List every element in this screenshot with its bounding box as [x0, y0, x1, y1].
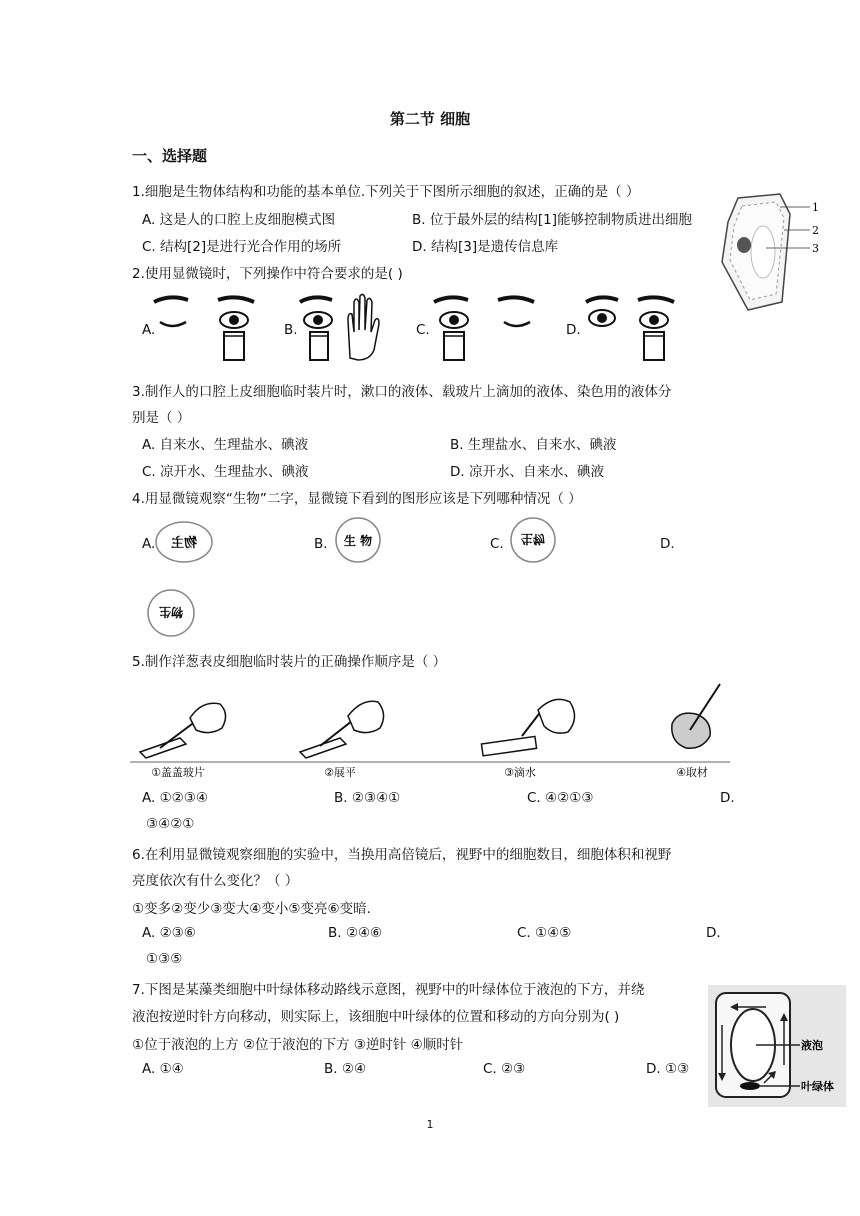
q5-steps-figure: [130, 680, 730, 780]
q7-stem-line1: 7.下图是某藻类细胞中叶绿体移动路线示意图，视野中的叶绿体位于液泡的下方，并绕: [132, 982, 645, 998]
algae-label-vacuole: 液泡: [801, 1039, 823, 1052]
q1-option-c[interactable]: C. 结构[2]是进行光合作用的场所: [142, 239, 342, 255]
cell-label-3: 3: [812, 242, 819, 255]
q3-option-b[interactable]: B. 生理盐水、自来水、碘液: [450, 437, 617, 453]
q5-caption-2: ②展平: [324, 766, 356, 779]
q6-option-b[interactable]: B. ②④⑥: [328, 925, 383, 941]
section-heading: 一、选择题: [132, 147, 208, 165]
q5-caption-3: ③滴水: [504, 766, 536, 779]
q5-stem: 5.制作洋葱表皮细胞临时装片的正确操作顺序是（ ）: [132, 654, 447, 670]
q4-stem: 4.用显微镜观察“生物”二字，显微镜下看到的图形应该是下列哪种情况（ ）: [132, 491, 582, 507]
plant-cell-figure: [718, 190, 828, 315]
q7-option-a[interactable]: A. ①④: [142, 1061, 184, 1077]
q3-stem-line2: 别是（ ）: [132, 410, 191, 426]
q7-stem-line2: 液泡按逆时针方向移动，则实际上，该细胞中叶绿体的位置和移动的方向分别为( ): [132, 1009, 620, 1025]
q4-option-b[interactable]: B.: [314, 536, 328, 552]
q2-option-a[interactable]: A.: [142, 322, 156, 338]
q5-caption-4: ④取材: [676, 766, 708, 779]
q5-option-a[interactable]: A. ①②③④: [142, 790, 208, 806]
q1-stem: 1.细胞是生物体结构和功能的基本单位.下列关于下图所示细胞的叙述，正确的是（ ）: [132, 184, 640, 200]
q6-option-c[interactable]: C. ①④⑤: [517, 925, 572, 941]
algae-label-chloroplast: 叶绿体: [801, 1080, 834, 1093]
q4-a-view-figure: [154, 520, 214, 564]
page-title: 第二节 细胞: [389, 110, 471, 128]
q2-b-eyes-hand-figure: [296, 292, 396, 364]
page-number: 1: [426, 1118, 434, 1131]
q6-option-d-value: ①③⑤: [146, 951, 183, 967]
q3-stem-line1: 3.制作人的口腔上皮细胞临时装片时，漱口的液体、载玻片上滴加的液体、染色用的液体分: [132, 384, 672, 400]
q2-a-eyes-figure: [152, 292, 262, 364]
q5-option-b[interactable]: B. ②③④①: [334, 790, 401, 806]
q3-option-d[interactable]: D. 凉开水、自来水、碘液: [450, 464, 604, 480]
q4-a-text: 物主: [170, 536, 198, 551]
q7-option-b[interactable]: B. ②④: [324, 1061, 367, 1077]
q1-option-d[interactable]: D. 结构[3]是遗传信息库: [412, 239, 559, 255]
q7-option-d[interactable]: D. ①③: [646, 1061, 690, 1077]
cell-label-1: 1: [812, 201, 819, 214]
q6-option-a[interactable]: A. ②③⑥: [142, 925, 196, 941]
q4-c-text: 生物: [520, 532, 546, 546]
q6-stem-line1: 6.在利用显微镜观察细胞的实验中，当换用高倍镜后，视野中的细胞数目，细胞体积和视野: [132, 847, 672, 863]
q5-caption-1: ①盖盖玻片: [151, 766, 205, 779]
q4-b-text: 生 物: [343, 534, 373, 548]
q2-option-b[interactable]: B.: [284, 322, 298, 338]
q2-d-eyes-figure: [582, 292, 692, 364]
q4-d-view-figure: [144, 588, 198, 638]
q4-c-view-figure: [508, 516, 558, 564]
q2-stem: 2.使用显微镜时，下列操作中符合要求的是( ): [132, 266, 403, 282]
q4-option-d[interactable]: D.: [660, 536, 675, 552]
q6-option-d[interactable]: D.: [706, 925, 721, 941]
q2-option-c[interactable]: C.: [416, 322, 430, 338]
q4-option-a[interactable]: A.: [142, 536, 156, 552]
q1-option-a[interactable]: A. 这是人的口腔上皮细胞模式图: [142, 212, 336, 228]
q2-option-d[interactable]: D.: [566, 322, 581, 338]
q1-option-b[interactable]: B. 位于最外层的结构[1]能够控制物质进出细胞: [412, 212, 692, 228]
q6-list: ①变多②变少③变大④变小⑤变亮⑥变暗.: [132, 901, 371, 917]
q6-stem-line2: 亮度依次有什么变化？（ ）: [132, 873, 299, 889]
q5-option-d-value: ③④②①: [146, 816, 195, 832]
cell-label-2: 2: [812, 224, 819, 237]
q5-option-c[interactable]: C. ④②①③: [527, 790, 594, 806]
q4-option-c[interactable]: C.: [490, 536, 504, 552]
q3-option-a[interactable]: A. 自来水、生理盐水、碘液: [142, 437, 309, 453]
q4-d-text: 物生: [158, 605, 184, 619]
q4-b-view-figure: [334, 516, 382, 564]
q3-option-c[interactable]: C. 凉开水、生理盐水、碘液: [142, 464, 309, 480]
algae-cell-figure: [708, 985, 846, 1107]
q7-list: ①位于液泡的上方 ②位于液泡的下方 ③逆时针 ④顺时针: [132, 1037, 464, 1053]
q7-option-c[interactable]: C. ②③: [483, 1061, 526, 1077]
q5-option-d[interactable]: D.: [720, 790, 735, 806]
q2-c-eyes-figure: [432, 292, 542, 364]
